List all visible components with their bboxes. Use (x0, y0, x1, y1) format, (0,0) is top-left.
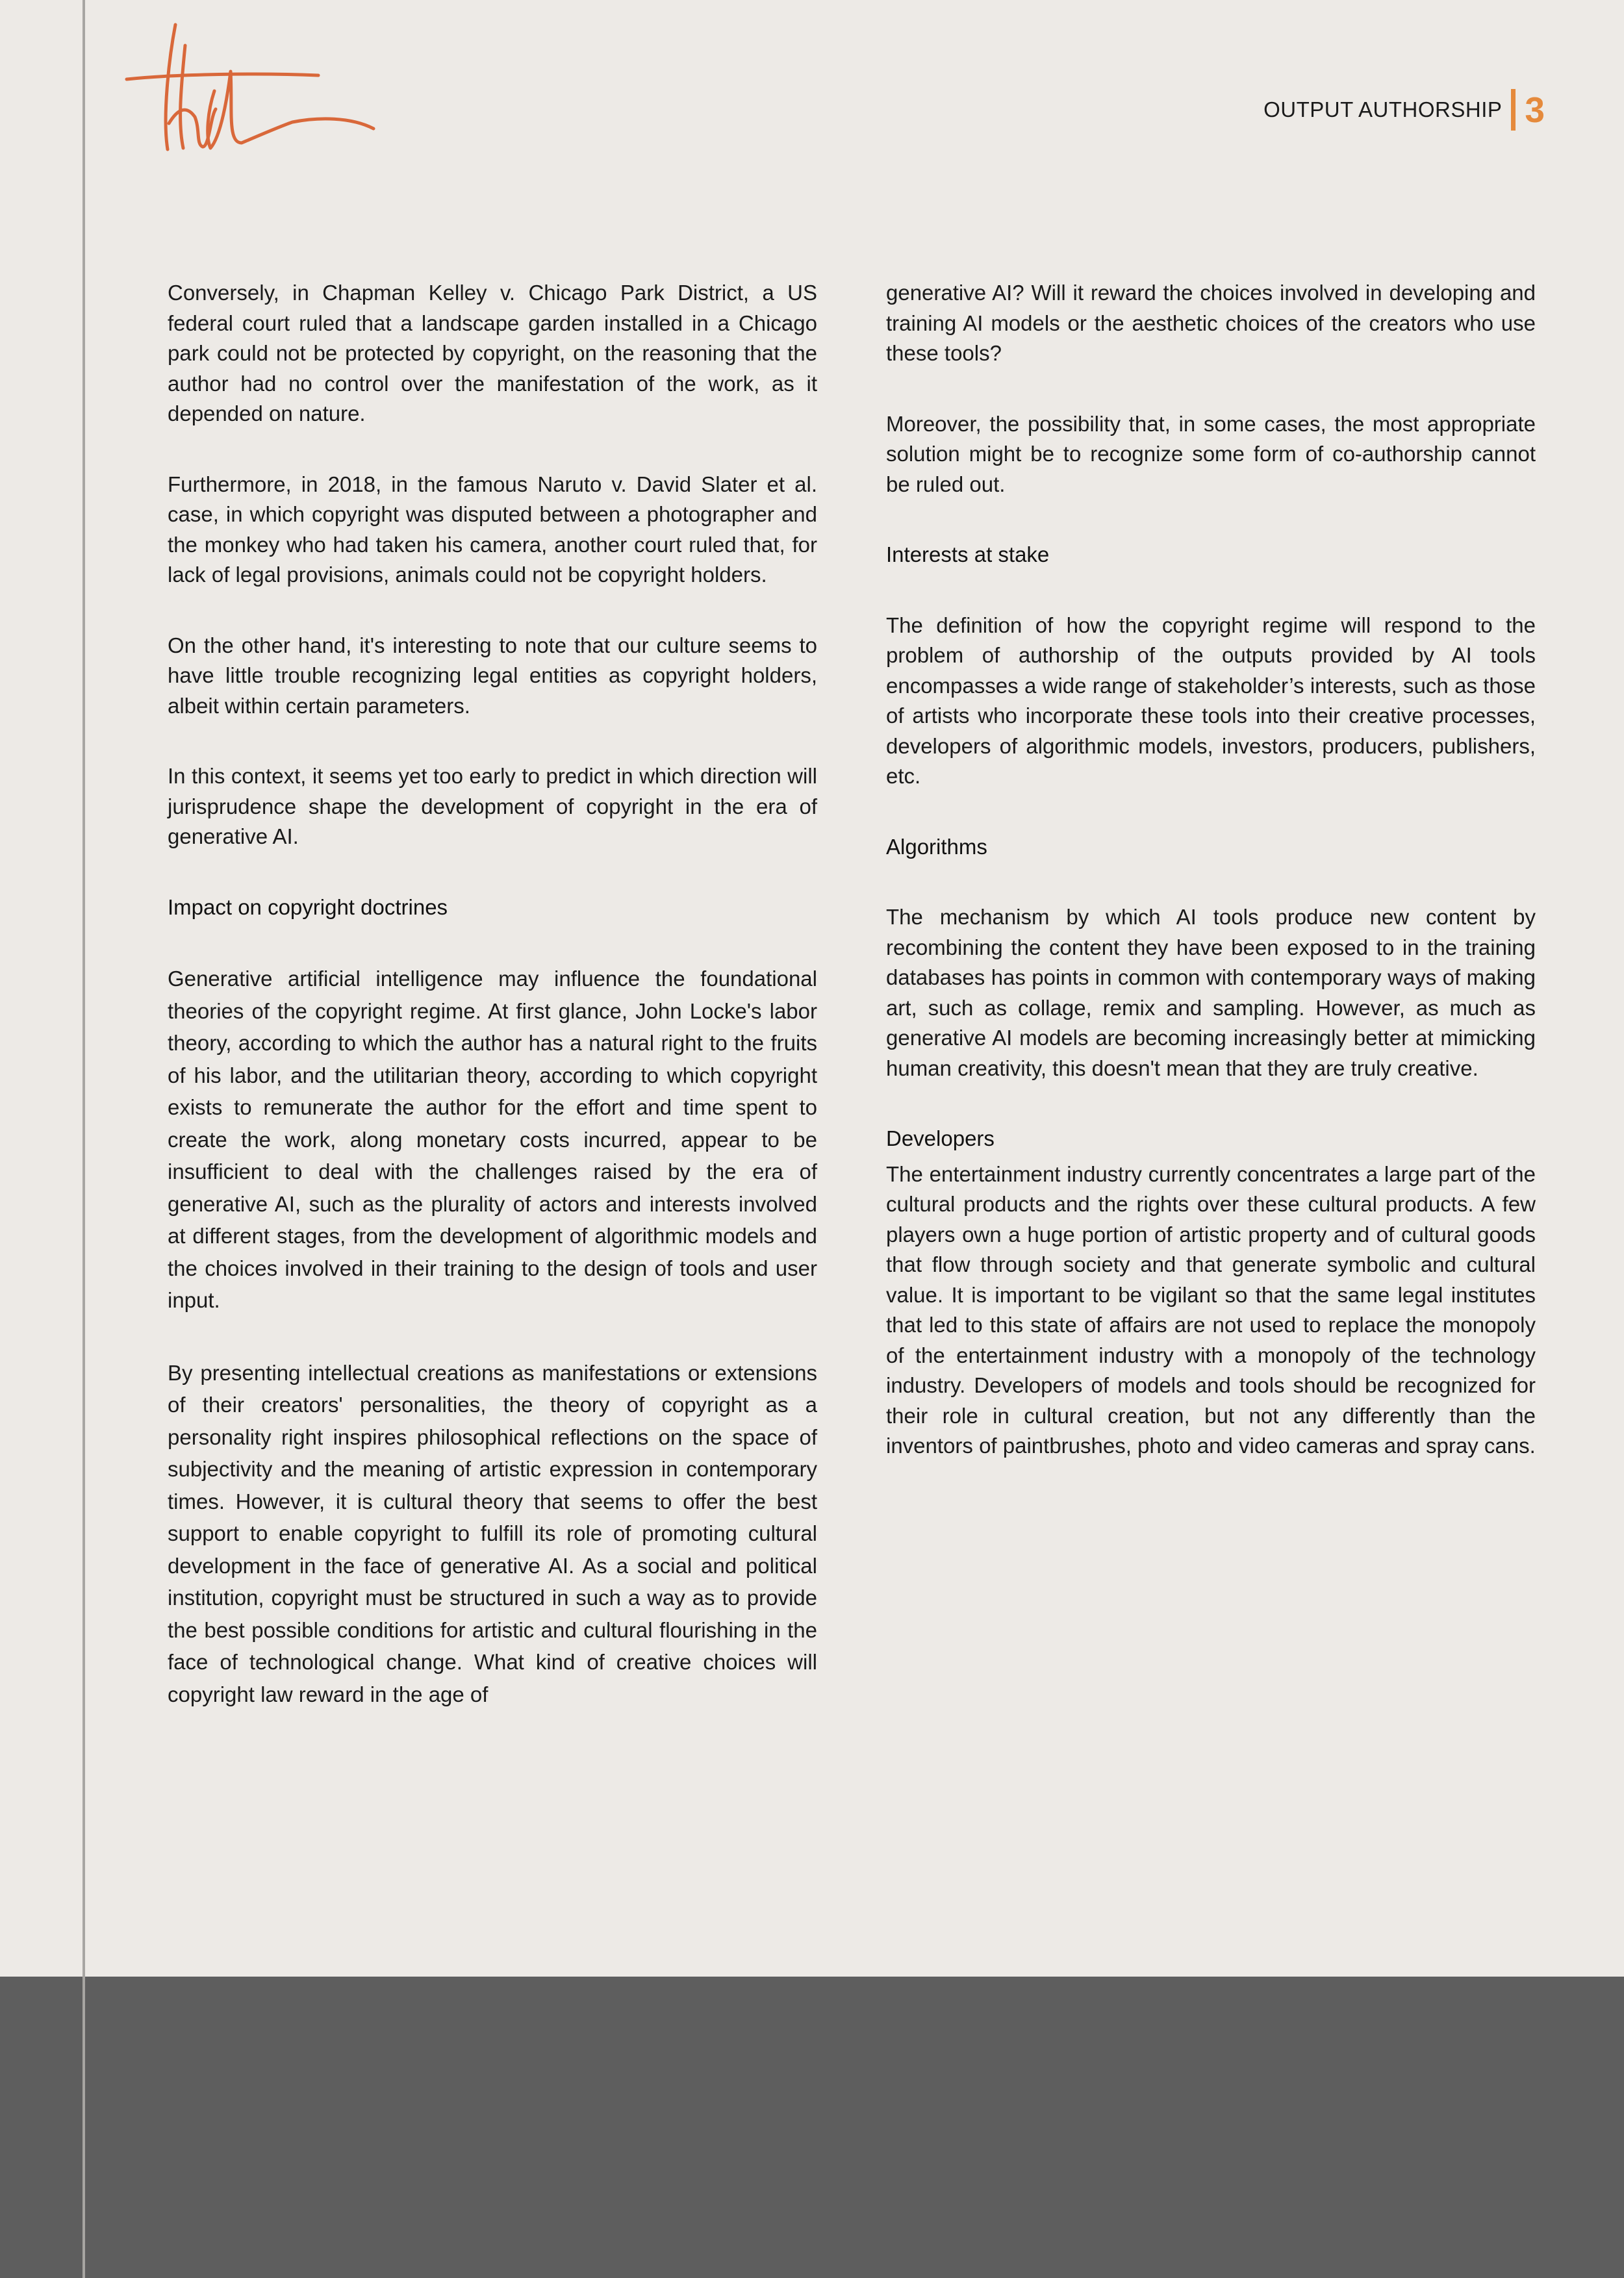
right-column (886, 278, 1536, 1502)
footer-band (0, 1977, 1624, 2278)
paragraph: Moreover, the possibility that, in some cases, the most appropriate solution might be to recognize some form of co-authorship cannot be ruled out. (886, 411, 1536, 496)
paragraph: On the other hand, it's interesting to note that our culture seems to have little trouble recognizing legal entities as copyright holders, albeit within certain parameters. (168, 633, 817, 718)
left-column (168, 278, 817, 1751)
paragraph: The entertainment industry currently concentrates a large part of the cultural products and the rights over these cultural products. A few players own a huge portion of artistic property and of cultural goods that flow through society and that generate symbolic and cultural value. It is important to be vigilant so that the same legal institutes that led to this state of affairs are not used to replace the monopoly of the entertainment industry with a monopoly of the technology industry. Developers of models and tools should be recognized for their role in cultural creation, but not any differently than the inventors of paintbrushes, photo and video cameras and spray cans. (886, 1161, 1536, 1458)
section-title: OUTPUT AUTHORSHIP (1263, 97, 1503, 121)
section-heading: Interests at stake (886, 542, 1050, 566)
paragraph: Conversely, in Chapman Kelley v. Chicago Park District, a US federal court ruled that a landscape garden installed in a Chicago park could not be protected by copyright, on the reasoning that the author had no control over the manifestation of the work, as it depended on nature. (168, 281, 817, 425)
section-heading: Algorithms (886, 834, 987, 859)
paragraph: Generative artificial intelligence may influence the foundational theories of the copyright regime. At first glance, John Locke's labor theory, according to which the author has a natural right to the fruits of his labor, and the utilitarian theory, according to which copyright exists to remunerate the author for the effort and time spent to create the work, along monetary costs incurred, appear to be insufficient to deal with the challenges raised by the era of generative AI, such as the plurality of actors and interests involved at different stages, from the development of algorithmic models and the choices involved in their training to the design of tools and user input. (168, 967, 817, 1312)
paragraph: The definition of how the copyright regime will respond to the problem of authorship of the outputs provided by AI tools encompasses a wide range of stakeholder’s interests, such as those of artists who incorporate these tools into their creative processes, developers of algorithmic models, investors, producers, publishers, etc. (886, 613, 1536, 788)
paragraph: The mechanism by which AI tools produce new content by recombining the content they have been exposed to in the training databases has points in common with contemporary ways of making art, such as collage, remix and sampling. However, as much as generative AI models are becoming increasingly better at mimicking human creativity, this doesn't mean that they are truly creative. (886, 905, 1536, 1080)
header-divider (1511, 89, 1516, 131)
paragraph: By presenting intellectual creations as manifestations or extensions of their creators' personalities, the theory of copyright as a personality right inspires philosophical reflections on the space of subjectivity and the meaning of artistic expression in contemporary times. However, it is cultural theory that seems to offer the best support to enable copyright to fulfill its role of promoting cultural development in the face of generative AI. As a social and political institution, copyright must be structured in such a way as to provide the best possible conditions for artistic and cultural flourishing in the face of technological change. What kind of creative choices will copyright law reward in the age of (168, 1360, 817, 1706)
running-header (1263, 87, 1545, 133)
tato-logo (123, 19, 380, 159)
margin-rule (82, 0, 85, 2278)
page-number: 3 (1525, 89, 1545, 130)
paragraph: In this context, it seems yet too early to predict in which direction will jurisprudence shape the development of copyright in the era of generative AI. (168, 764, 817, 848)
paragraph: generative AI? Will it reward the choices involved in developing and training AI models or the aesthetic choices of the creators who use these tools? (886, 281, 1536, 365)
section-heading: Developers (886, 1126, 995, 1150)
paragraph: Furthermore, in 2018, in the famous Naruto v. David Slater et al. case, in which copyright was disputed between a photographer and the monkey who had taken his camera, another court ruled that, for lack of legal provisions, animals could not be copyright holders. (168, 472, 817, 587)
section-heading: Impact on copyright doctrines (168, 894, 448, 919)
